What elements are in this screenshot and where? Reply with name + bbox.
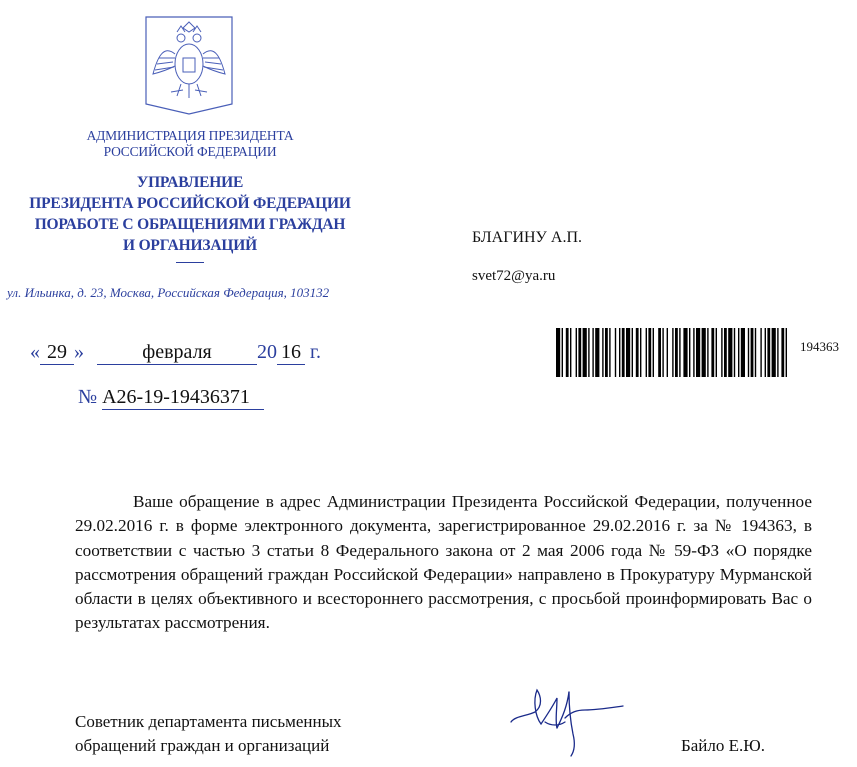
date-day: 29	[40, 341, 74, 365]
barcode-number: 194363	[800, 339, 839, 354]
barcode-bar	[734, 328, 735, 377]
date-close-quote: »	[74, 341, 84, 363]
registration-line	[78, 386, 264, 410]
barcode-bar	[679, 328, 680, 377]
barcode-bar	[707, 328, 708, 377]
handwritten-signature	[505, 676, 625, 760]
reg-number: А26-19-19436371	[102, 386, 264, 410]
dept-line-4: И ОРГАНИЗАЦИЙ	[123, 237, 257, 254]
dept-line-1: УПРАВЛЕНИЕ	[136, 174, 244, 191]
barcode-bar	[595, 328, 599, 377]
signatory-title-line-1: Советник департамента письменных	[75, 712, 342, 731]
barcode-bar	[760, 328, 761, 377]
barcode-bar	[781, 328, 784, 377]
barcode-bar	[640, 328, 641, 377]
barcode-bar	[696, 328, 700, 377]
barcode-bar	[786, 328, 787, 377]
signatory-title-line-2: обращений граждан и организаций	[75, 736, 330, 755]
date-open-quote: «	[30, 341, 40, 363]
barcode-bar	[632, 328, 633, 377]
barcode-bar	[689, 328, 690, 377]
letter-body: Ваше обращение в адрес Администрации Президента Российской Федерации, полученное 29.02.2016 г. в форме электронного документа, зарегистрированное 29.02.2016 г. за № 194363, в соответствии с частью 3 статьи 8 Федерального закона от 2 мая 2006 года № 59-ФЗ «О порядке рассмотрения обращений граждан Российской Федерации» направлено в Прокуратуру Мурманской области в целях объективного и всестороннего рассмотрения, с просьбой проинформировать Вас о результатах рассмотрения.	[75, 492, 812, 633]
barcode-bar	[562, 328, 563, 377]
header-divider	[176, 262, 204, 263]
barcode-bar	[738, 328, 739, 377]
barcode-bar	[724, 328, 727, 377]
barcode	[556, 328, 791, 377]
barcode-bar	[570, 328, 571, 377]
barcode-bar	[741, 328, 745, 377]
barcode-bar	[721, 328, 722, 377]
barcode-bar	[755, 328, 756, 377]
barcode-bar	[683, 328, 687, 377]
barcode-bar	[646, 328, 647, 377]
date-month: февраля	[97, 341, 257, 365]
barcode-bar	[576, 328, 577, 377]
barcode-bar	[658, 328, 661, 377]
barcode-bar	[592, 328, 593, 377]
sender-address: ул. Ильинка, д. 23, Москва, Российская Федерация, 103132	[7, 285, 330, 300]
barcode-bar	[566, 328, 569, 377]
dept-line-3: ПОРАБОТЕ С ОБРАЩЕНИЯМИ ГРАЖДАН	[34, 216, 346, 233]
date-year-prefix: 20	[257, 341, 277, 363]
recipient-email: svet72@ya.ru	[472, 268, 556, 284]
barcode-bar	[578, 328, 581, 377]
barcode-bar	[648, 328, 651, 377]
barcode-bar	[702, 328, 706, 377]
admin-line-2: РОССИЙСКОЙ ФЕДЕРАЦИИ	[103, 144, 277, 159]
barcode-bar	[602, 328, 603, 377]
barcode-bar	[675, 328, 678, 377]
barcode-bar	[751, 328, 754, 377]
barcode-bar	[609, 328, 610, 377]
barcode-bar	[556, 328, 560, 377]
date-year-suffix: 16	[277, 341, 305, 365]
barcode-bar	[653, 328, 654, 377]
signatory-name: Байло Е.Ю.	[681, 736, 765, 755]
dept-line-2: ПРЕЗИДЕНТА РОССИЙСКОЙ ФЕДЕРАЦИИ	[29, 195, 351, 212]
barcode-bar	[693, 328, 694, 377]
admin-line-1: АДМИНИСТРАЦИЯ ПРЕЗИДЕНТА	[86, 128, 294, 143]
barcode-bar	[672, 328, 673, 377]
barcode-bar	[662, 328, 663, 377]
recipient-name: БЛАГИНУ А.П.	[472, 229, 582, 246]
barcode-bar	[765, 328, 766, 377]
date-line	[30, 341, 321, 365]
coat-of-arms-emblem	[143, 14, 235, 116]
barcode-bar	[767, 328, 770, 377]
barcode-bar	[583, 328, 587, 377]
barcode-bar	[667, 328, 668, 377]
barcode-bar	[716, 328, 717, 377]
signatory-title	[75, 710, 342, 758]
barcode-bar	[636, 328, 639, 377]
barcode-bar	[605, 328, 608, 377]
barcode-bar	[772, 328, 776, 377]
barcode-bar	[615, 328, 616, 377]
barcode-bar	[619, 328, 620, 377]
barcode-bar	[728, 328, 732, 377]
date-year-mark: г.	[310, 341, 321, 363]
admin-name	[40, 128, 340, 160]
barcode-bar	[622, 328, 625, 377]
barcode-bar	[748, 328, 749, 377]
reg-prefix: №	[78, 386, 98, 408]
department-name	[10, 172, 370, 256]
barcode-bar	[711, 328, 714, 377]
barcode-bar	[777, 328, 778, 377]
barcode-bar	[588, 328, 589, 377]
barcode-bar	[626, 328, 630, 377]
